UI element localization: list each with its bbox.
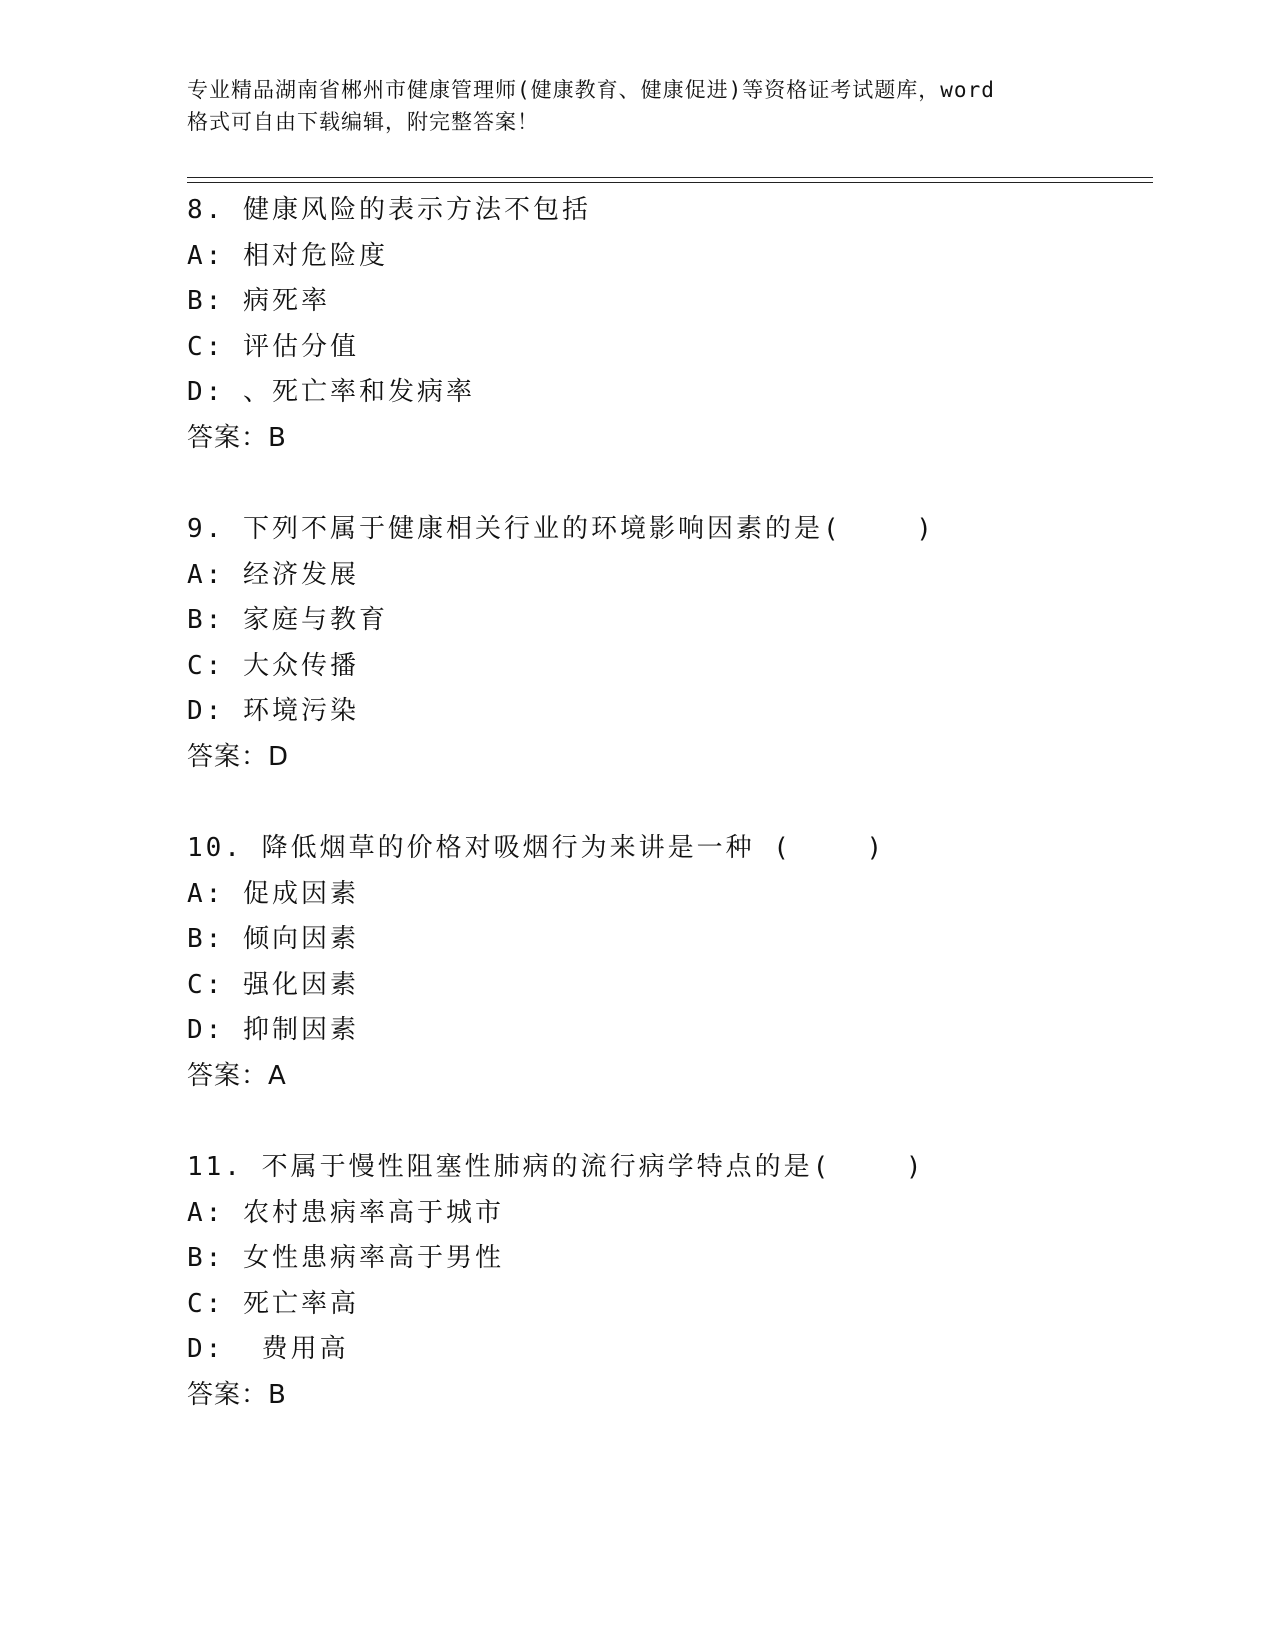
question-stem: 9. 下列不属于健康相关行业的环境影响因素的是( ) xyxy=(187,514,935,544)
question-stem: 8. 健康风险的表示方法不包括 xyxy=(187,195,591,225)
question-stem: 10. 降低烟草的价格对吸烟行为来讲是一种 ( ) xyxy=(187,833,886,863)
answer: 答案：B xyxy=(187,422,287,453)
option-d: D: 、死亡率和发病率 xyxy=(187,377,475,407)
option-b: B: 病死率 xyxy=(187,286,330,316)
option-a: A: 相对危险度 xyxy=(187,240,388,271)
option-d: D: 费用高 xyxy=(187,1334,349,1364)
header-line-1: 专业精品湖南省郴州市健康管理师(健康教育、健康促进)等资格证考试题库，word xyxy=(187,78,995,102)
option-c: C: 大众传播 xyxy=(187,650,359,681)
option-a: A: 经济发展 xyxy=(187,559,359,590)
header-line-2: 格式可自由下载编辑，附完整答案！ xyxy=(187,110,539,134)
option-b: B: 女性患病率高于男性 xyxy=(187,1243,504,1273)
option-c: C: 评估分值 xyxy=(187,331,359,362)
question-stem: 11. 不属于慢性阻塞性肺病的流行病学特点的是( ) xyxy=(187,1152,925,1182)
question-10 xyxy=(187,826,1147,1099)
option-c: C: 死亡率高 xyxy=(187,1288,359,1319)
answer: 答案：A xyxy=(187,1060,287,1091)
document-header xyxy=(187,74,1087,138)
header-divider-bottom xyxy=(187,182,1153,183)
option-d: D: 抑制因素 xyxy=(187,1015,359,1045)
header-divider-top xyxy=(187,177,1153,178)
answer: 答案：B xyxy=(187,1379,287,1410)
question-9 xyxy=(187,507,1147,780)
option-a: A: 农村患病率高于城市 xyxy=(187,1197,504,1228)
answer: 答案：D xyxy=(187,741,290,772)
option-b: B: 家庭与教育 xyxy=(187,605,388,635)
option-d: D: 环境污染 xyxy=(187,696,359,726)
option-b: B: 倾向因素 xyxy=(187,924,359,954)
question-11 xyxy=(187,1145,1147,1418)
question-8 xyxy=(187,188,1147,461)
option-c: C: 强化因素 xyxy=(187,969,359,1000)
option-a: A: 促成因素 xyxy=(187,878,359,909)
